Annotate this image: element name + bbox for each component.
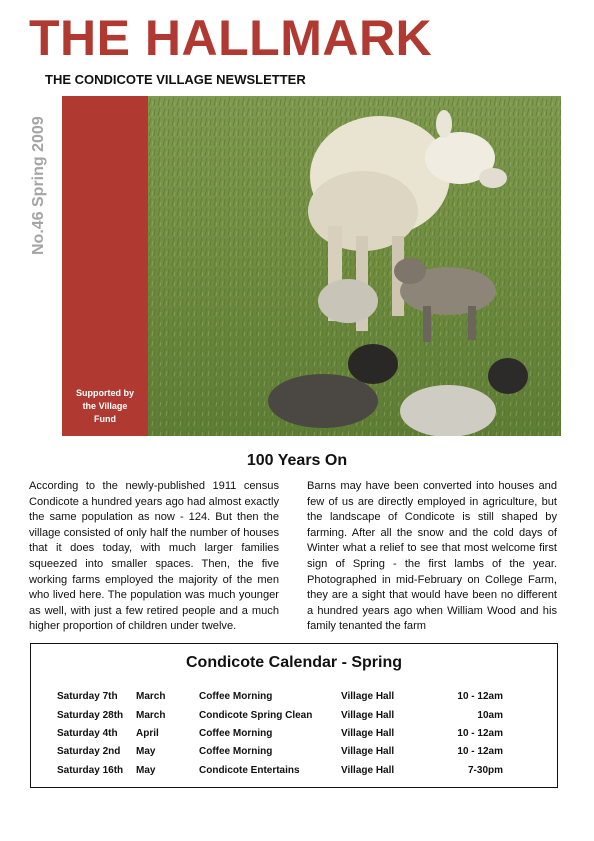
article-column-1: According to the newly-published 1911 census Condicote a hundred years ago had almost exactly the same population as now - 124. But then the village consisted of only half the number of houses that it does today, with much larger families squeezed into smaller spaces. Then, the five working farms employed the majority of the men who lived here. The population was much younger as well, with just a few retired people and a much higher proportion of children under twelve. bbox=[29, 480, 279, 633]
event-day: Saturday 2nd bbox=[57, 746, 121, 757]
calendar-title: Condicote Calendar - Spring bbox=[185, 654, 402, 671]
calendar-row bbox=[31, 746, 559, 764]
masthead-title: THE HALLMARK bbox=[29, 10, 433, 66]
article-column-2: Barns may have been converted into houses and few of us are directly employed in agriculture, but the landscape of Condicote is still shaped by farming. After all the snow and the cold days of Winter what a relief to see that most welcome first sign of Spring - the first lambs of the year. Photographed in mid-February on College Farm, they are a sight that would have been no different a hundred years ago when William Wood and his family tenanted the farm bbox=[307, 480, 557, 633]
calendar-box bbox=[30, 643, 558, 788]
support-line-2: the Village bbox=[82, 401, 128, 411]
newsletter-subtitle: THE CONDICOTE VILLAGE NEWSLETTER bbox=[45, 72, 306, 87]
event-name: Coffee Morning bbox=[199, 746, 273, 757]
event-day: Saturday 7th bbox=[57, 691, 118, 702]
event-day: Saturday 28th bbox=[57, 710, 124, 721]
event-name: Coffee Morning bbox=[199, 691, 273, 702]
red-sidebar bbox=[62, 96, 148, 436]
calendar-row bbox=[31, 765, 559, 783]
event-time: 10 - 12am bbox=[457, 691, 503, 702]
issue-text: No.46 Spring 2009 bbox=[30, 116, 47, 255]
event-time: 10am bbox=[477, 710, 503, 721]
support-note bbox=[62, 387, 148, 426]
event-month: March bbox=[136, 691, 166, 702]
event-month: March bbox=[136, 710, 166, 721]
issue-label bbox=[28, 95, 48, 255]
event-time: 7-30pm bbox=[467, 765, 503, 776]
event-venue: Village Hall bbox=[341, 691, 395, 702]
event-month: May bbox=[136, 746, 156, 757]
event-month: May bbox=[136, 765, 156, 776]
calendar-row bbox=[31, 710, 559, 728]
event-month: April bbox=[136, 728, 159, 739]
event-venue: Village Hall bbox=[341, 746, 395, 757]
event-name: Condicote Entertains bbox=[199, 765, 300, 776]
event-venue: Village Hall bbox=[341, 710, 395, 721]
event-day: Saturday 4th bbox=[57, 728, 118, 739]
support-line-1: Supported by bbox=[76, 388, 134, 398]
sheep-photo bbox=[148, 96, 561, 436]
event-time: 10 - 12am bbox=[457, 728, 503, 739]
support-line-3: Fund bbox=[94, 414, 116, 424]
event-venue: Village Hall bbox=[341, 765, 395, 776]
event-time: 10 - 12am bbox=[457, 746, 503, 757]
event-day: Saturday 16th bbox=[57, 765, 124, 776]
article-title: 100 Years On bbox=[246, 452, 348, 469]
event-venue: Village Hall bbox=[341, 728, 395, 739]
calendar-row bbox=[31, 728, 559, 746]
event-name: Coffee Morning bbox=[199, 728, 273, 739]
calendar-row bbox=[31, 691, 559, 709]
event-name: Condicote Spring Clean bbox=[199, 710, 313, 721]
